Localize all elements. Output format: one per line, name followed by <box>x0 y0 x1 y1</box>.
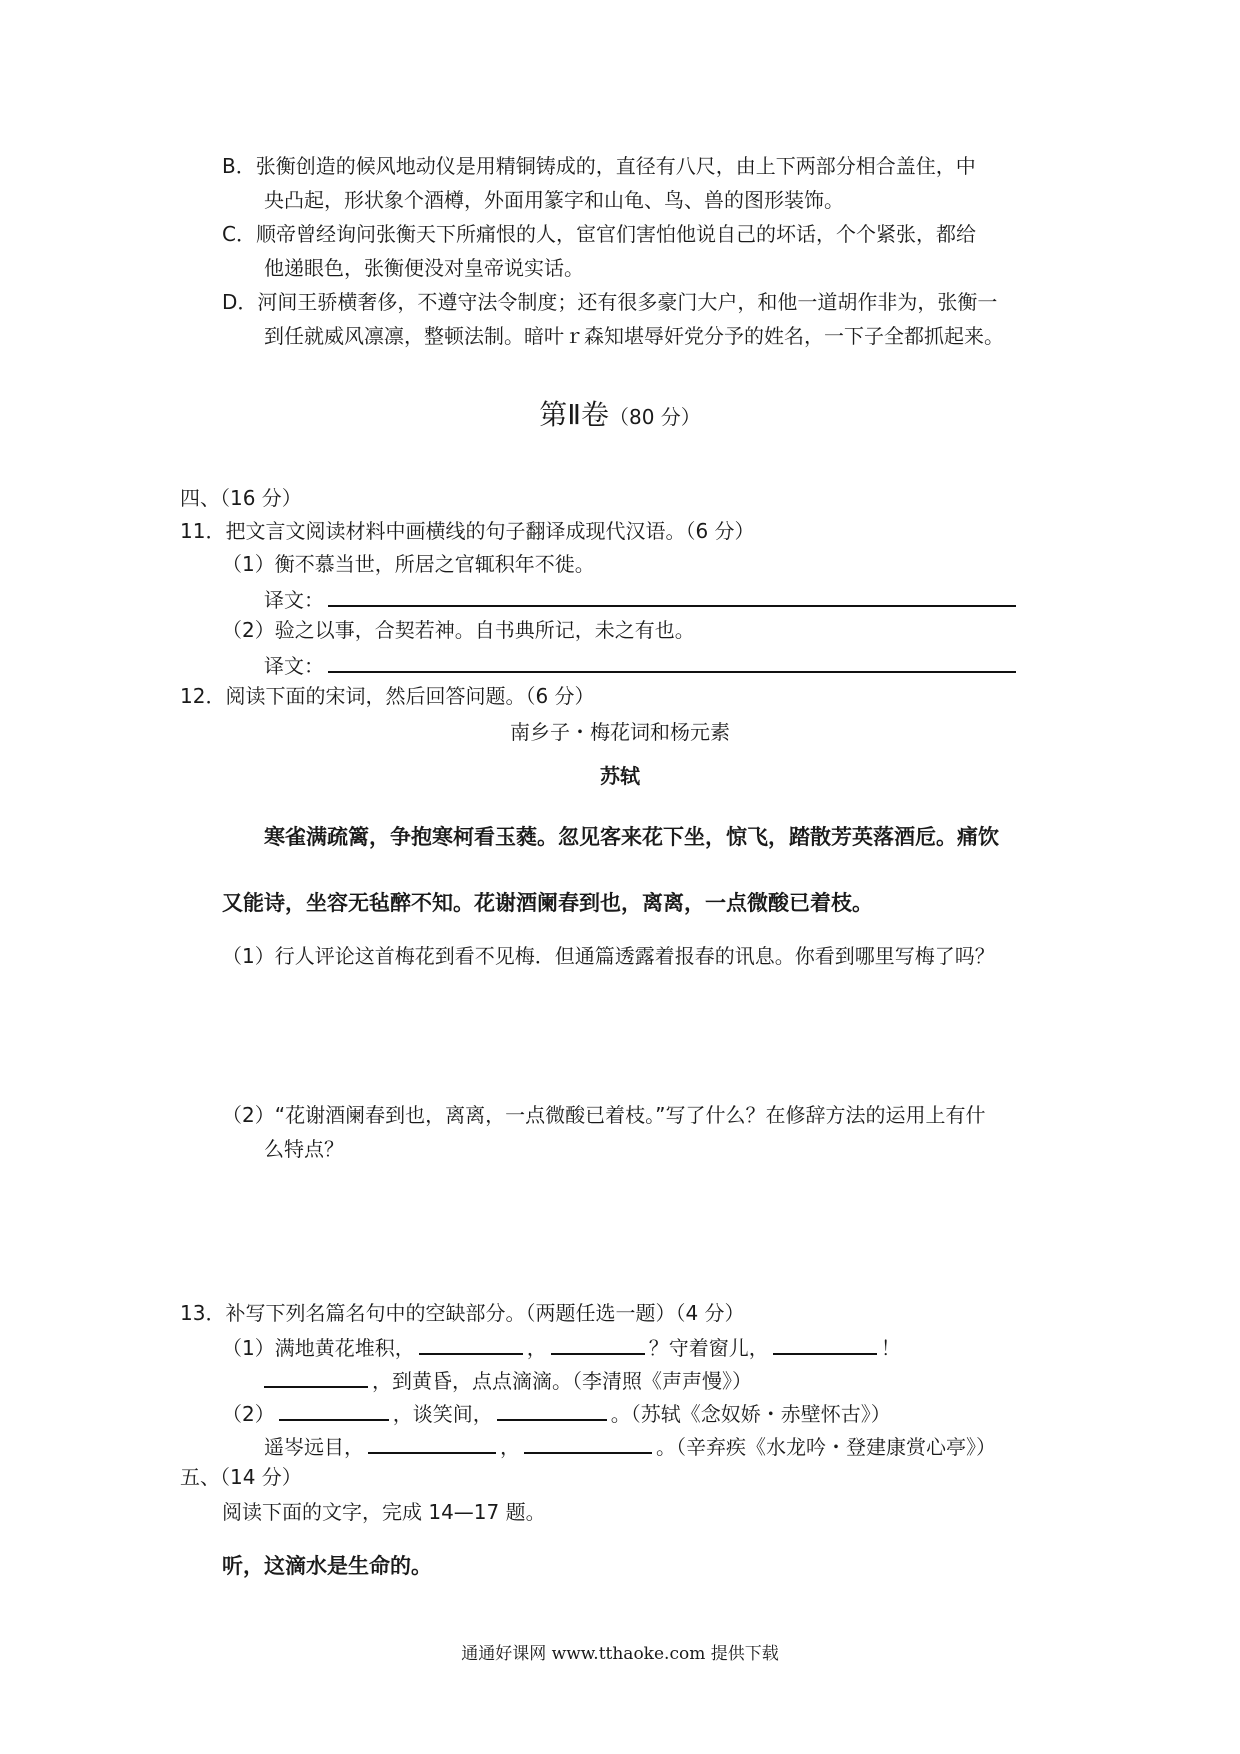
poem-line-2: 又能诗，坐容无毡醉不知。花谢酒阑春到也，离离，一点微酸已着枝。 <box>222 891 873 915</box>
fill-blank[interactable] <box>279 1397 389 1421</box>
fill-blank[interactable] <box>551 1331 645 1355</box>
section-4-heading: 四、（16 分） <box>180 486 302 510</box>
q12-sub-2-line2: 么特点？ <box>264 1137 344 1161</box>
q13-text: （1）满地黄花堆积， <box>222 1336 415 1360</box>
fill-blank[interactable] <box>773 1331 877 1355</box>
answer-line-2[interactable] <box>328 649 1016 673</box>
fill-blank[interactable] <box>524 1430 652 1454</box>
q13-text: 遥岑远目， <box>264 1435 364 1459</box>
q13-item-2-line1 <box>222 1397 891 1428</box>
answer-label: 译文： <box>264 588 324 612</box>
poem-title: 南乡子・梅花词和杨元素 <box>510 720 730 744</box>
q13-text: ，谈笑间， <box>392 1402 493 1426</box>
fill-blank[interactable] <box>264 1364 368 1388</box>
volume-2-heading <box>0 398 1240 434</box>
fill-blank[interactable] <box>497 1397 607 1421</box>
poem-line-1: 寒雀满疏篱，争抱寒柯看玉蕤。忽见客来花下坐，惊飞，踏散芳英落酒卮。痛饮 <box>264 825 999 849</box>
answer-label: 译文： <box>264 654 324 678</box>
q11-sentence-1: （1）衡不慕当世，所居之官辄积年不徙。 <box>222 552 595 576</box>
q12-sub-1: （1）行人评论这首梅花到看不见梅．但通篇透露着报春的讯息。你看到哪里写梅了吗？ <box>222 944 995 968</box>
q13-item-1-line2 <box>264 1364 752 1395</box>
option-c-line2: 他递眼色，张衡便没对皇帝说实话。 <box>264 256 584 280</box>
section-5-instruction: 阅读下面的文字，完成 14—17 题。 <box>222 1500 546 1524</box>
q13-text: （2） <box>222 1402 275 1426</box>
q13-text: 。（辛弃疾《水龙吟・登建康赏心亭》） <box>656 1435 996 1459</box>
q12-sub-2-line1: （2）“花谢酒阑春到也，离离，一点微酸已着枝。”写了什么？在修辞方法的运用上有什 <box>222 1103 986 1127</box>
q13-text: ，到黄昏，点点滴滴。（李清照《声声慢》） <box>372 1369 752 1393</box>
volume-2-score: （80 分） <box>608 405 701 429</box>
q11-stem: 11．把文言文阅读材料中画横线的句子翻译成现代汉语。（6 分） <box>180 519 755 543</box>
q11-answer-1 <box>264 583 1020 614</box>
footer-text: 通通好课网 www.tthaoke.com 提供下载 <box>461 1644 779 1664</box>
poem-author: 苏轼 <box>600 764 640 788</box>
option-d-line1: D．河间王骄横奢侈，不遵守法令制度；还有很多豪门大户，和他一道胡作非为，张衡一 <box>222 290 998 314</box>
q11-answer-2 <box>264 649 1020 680</box>
option-b-line2: 央凸起，形状象个酒樽，外面用篆字和山龟、鸟、兽的图形装饰。 <box>264 188 844 212</box>
article-title: 听，这滴水是生命的。 <box>222 1554 432 1578</box>
fill-blank[interactable] <box>368 1430 496 1454</box>
q13-text: 。（苏轼《念奴娇・赤壁怀古》） <box>610 1402 891 1426</box>
q13-text: ， <box>526 1336 547 1360</box>
q13-item-1-line1 <box>222 1331 901 1362</box>
section-5-heading: 五、（14 分） <box>180 1465 302 1489</box>
q13-text: ， <box>500 1435 520 1459</box>
option-c-line1: C．顺帝曾经询问张衡天下所痛恨的人，宦官们害怕他说自己的坏话，个个紧张，都给 <box>222 222 976 246</box>
volume-2-title: 第Ⅱ卷 <box>539 398 609 431</box>
q13-stem: 13．补写下列名篇名句中的空缺部分。（两题任选一题）（4 分） <box>180 1301 745 1325</box>
q13-item-2-line2 <box>264 1430 996 1461</box>
fill-blank[interactable] <box>419 1331 523 1355</box>
option-d-line2: 到任就威风凛凛，整顿法制。暗叶ｒ森知堪辱奸党分予的姓名，一下子全都抓起来。 <box>264 324 1004 348</box>
option-b-line1: B．张衡创造的候风地动仪是用精铜铸成的，直径有八尺，由上下两部分相合盖住，中 <box>222 154 976 178</box>
q12-stem: 12．阅读下面的宋词，然后回答问题。（6 分） <box>180 684 595 708</box>
answer-line-1[interactable] <box>328 583 1016 607</box>
q13-text: ？守着窗儿， <box>648 1336 769 1360</box>
q11-sentence-2: （2）验之以事，合契若神。自书典所记，未之有也。 <box>222 618 695 642</box>
q13-text: ！ <box>880 1336 901 1360</box>
